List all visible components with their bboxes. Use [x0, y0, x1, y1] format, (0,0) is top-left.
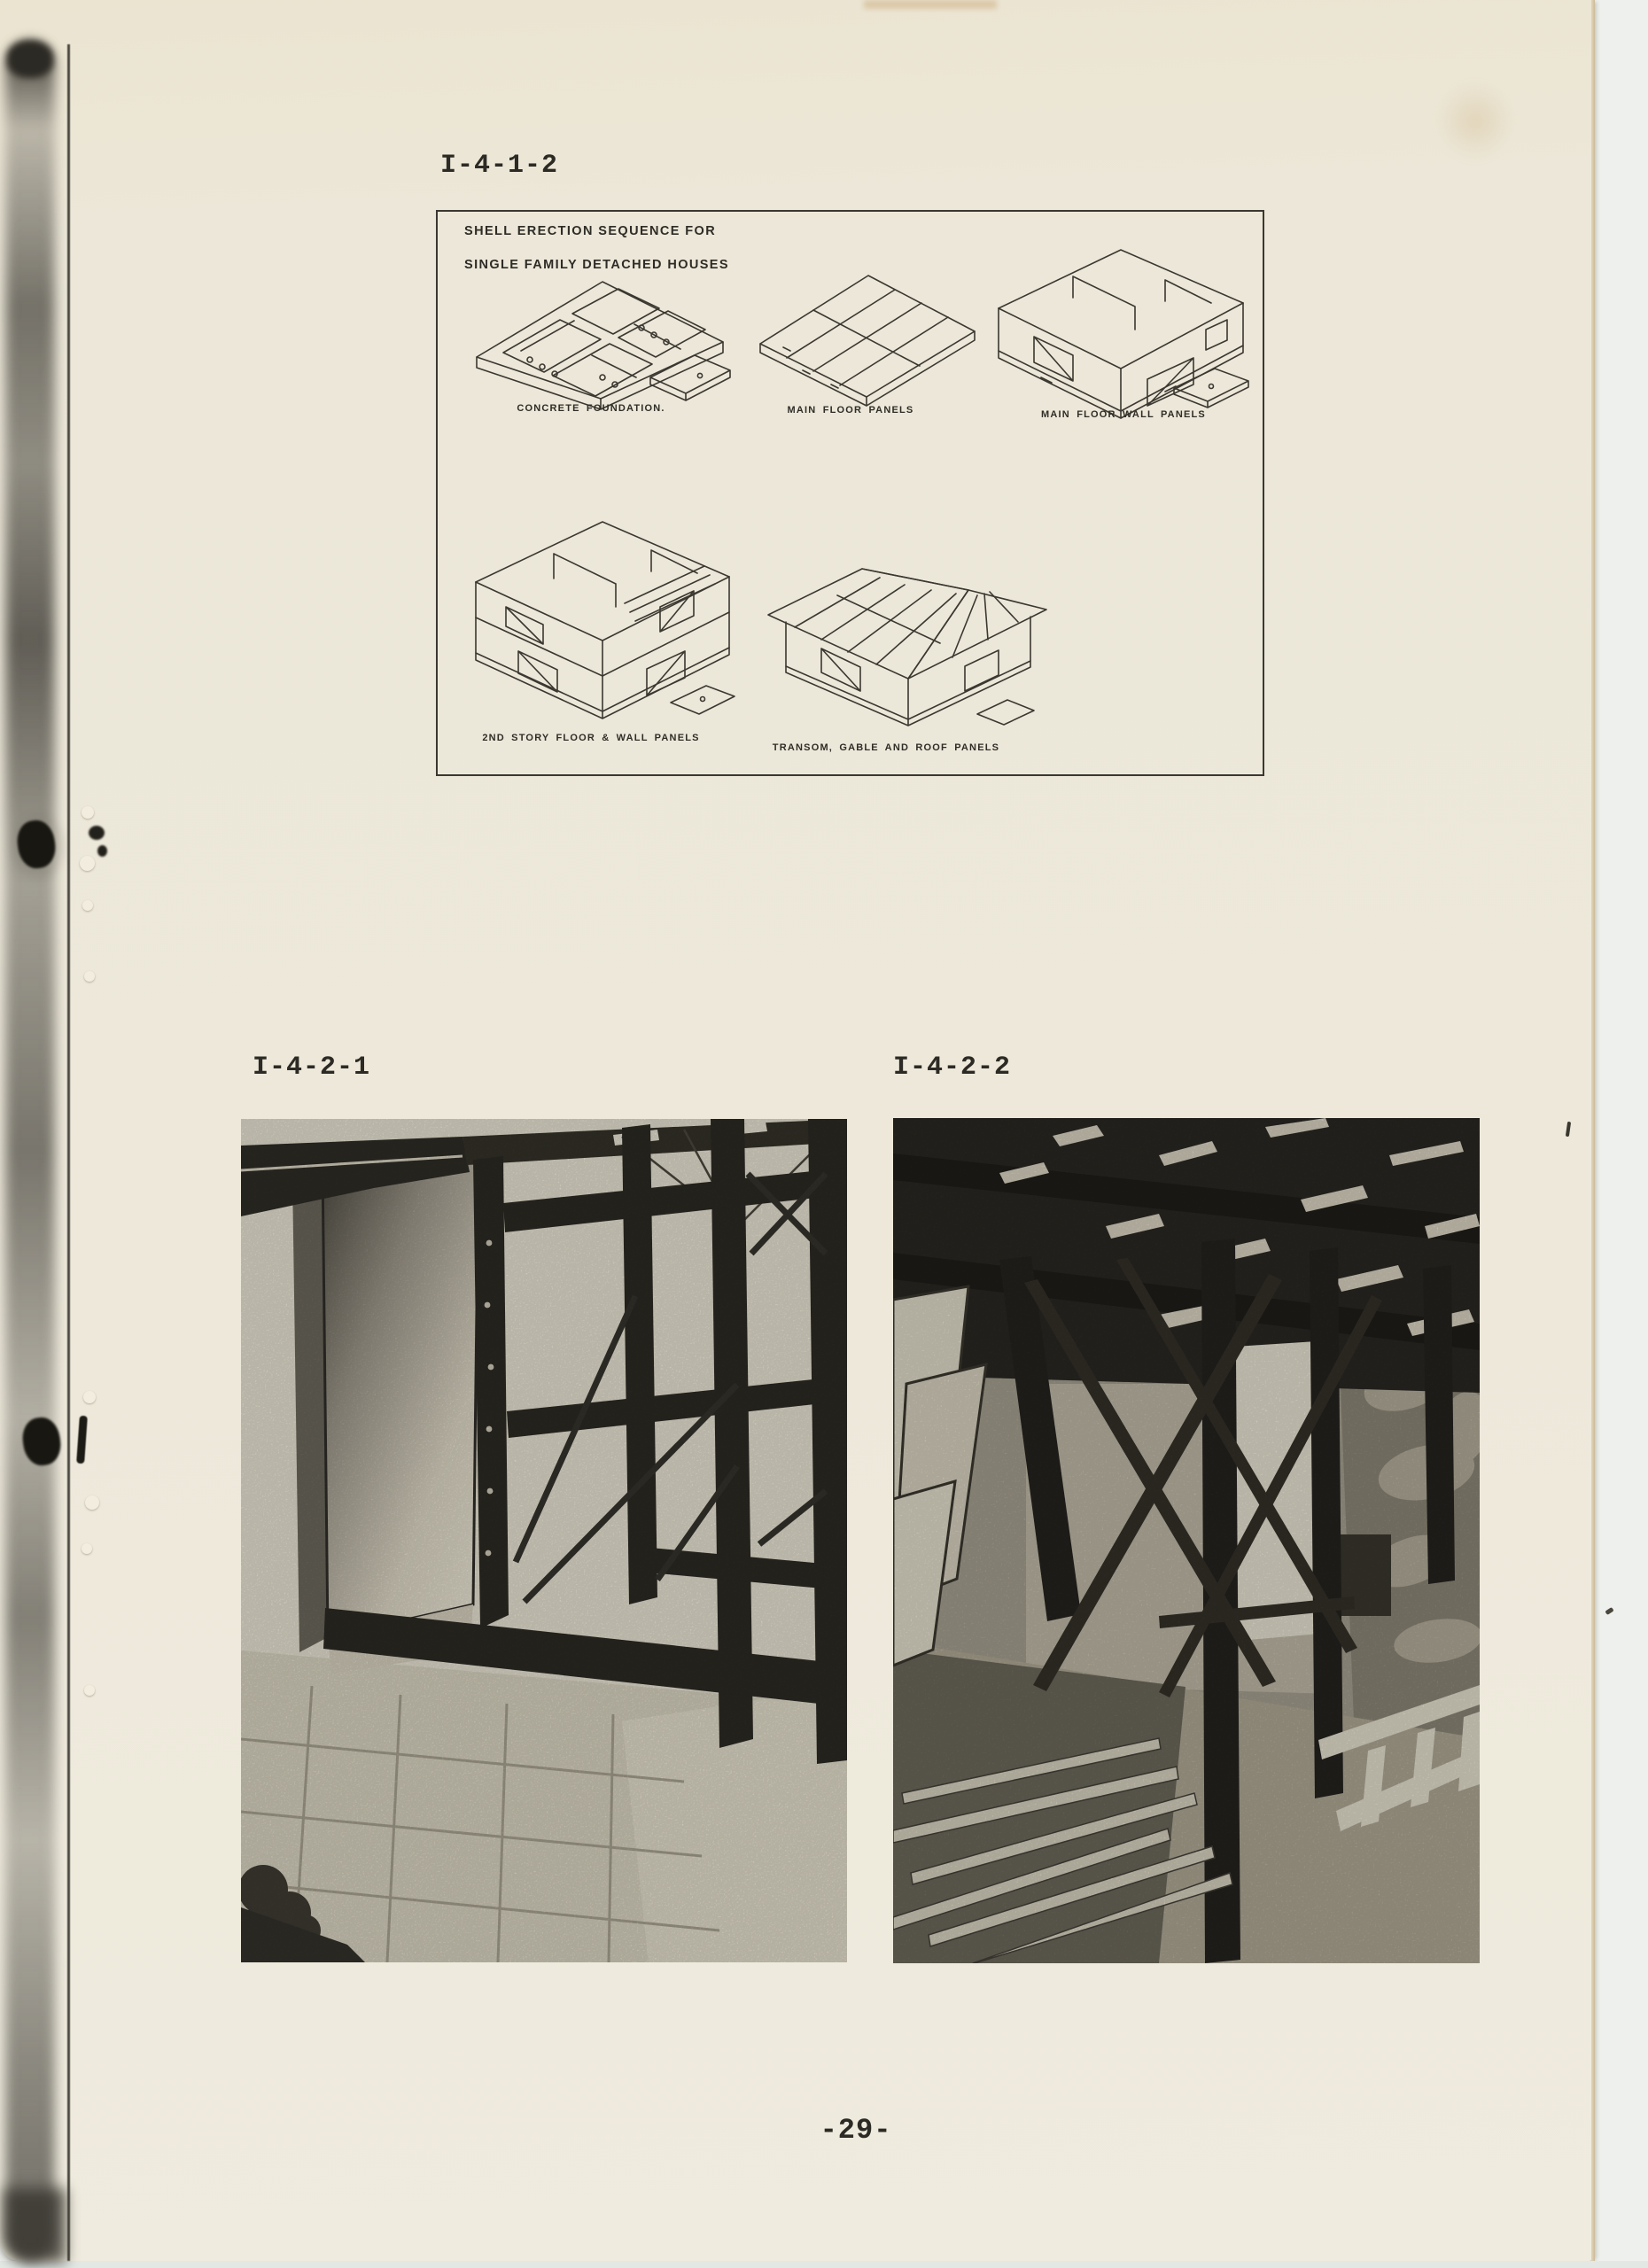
staple-dimple [85, 1495, 99, 1510]
photo-house-corner-steel-frame [241, 1119, 847, 1962]
staple-dimple [82, 806, 94, 819]
ink-blot-top [7, 41, 53, 78]
figure-label-sequence: I-4-1-2 [440, 151, 559, 181]
staple-dimple [83, 1391, 96, 1403]
figure-label-photo-2: I-4-2-2 [893, 1052, 1012, 1083]
caption-2nd-story-panels: 2ND STORY FLOOR & WALL PANELS [482, 733, 700, 743]
photo-interior-cross-bracing [893, 1118, 1480, 1963]
title-line-1: SHELL ERECTION SEQUENCE FOR [464, 224, 717, 238]
scanner-speck [1605, 1607, 1613, 1615]
ink-speck [89, 826, 105, 840]
paper-stain [864, 0, 997, 9]
paper-stain [1435, 82, 1515, 161]
caption-roof-panels: TRANSOM, GABLE AND ROOF PANELS [772, 742, 1000, 753]
spine-crease-line [67, 44, 70, 2261]
caption-concrete-foundation: CONCRETE FOUNDATION. [517, 403, 665, 414]
diagram-main-floor-panels [751, 262, 982, 408]
title-line-2: SINGLE FAMILY DETACHED HOUSES [464, 258, 729, 272]
diagram-concrete-foundation [468, 271, 734, 413]
staple-dimple [84, 1685, 95, 1696]
caption-main-floor-panels: MAIN FLOOR PANELS [787, 405, 914, 416]
figure-label-photo-1: I-4-2-1 [253, 1052, 371, 1083]
caption-main-floor-wall-panels: MAIN FLOOR WALL PANELS [1041, 409, 1206, 420]
staple-dimple [82, 900, 93, 911]
diagram-main-floor-wall-panels [988, 245, 1254, 426]
page-number: -29- [820, 2114, 892, 2147]
binding-smudge [5, 41, 55, 2261]
staple-dimple [80, 856, 95, 871]
corner-smear [4, 2188, 66, 2263]
staple-dimple [82, 1543, 92, 1554]
staple-dimple [84, 971, 95, 982]
page-edge [1591, 0, 1595, 2261]
diagram-2nd-story-panels [465, 518, 740, 726]
scanner-bed-strip [0, 2261, 1648, 2268]
sequence-figure-title [464, 223, 729, 274]
ink-speck [97, 845, 107, 857]
diagram-roof-panels [766, 514, 1050, 734]
